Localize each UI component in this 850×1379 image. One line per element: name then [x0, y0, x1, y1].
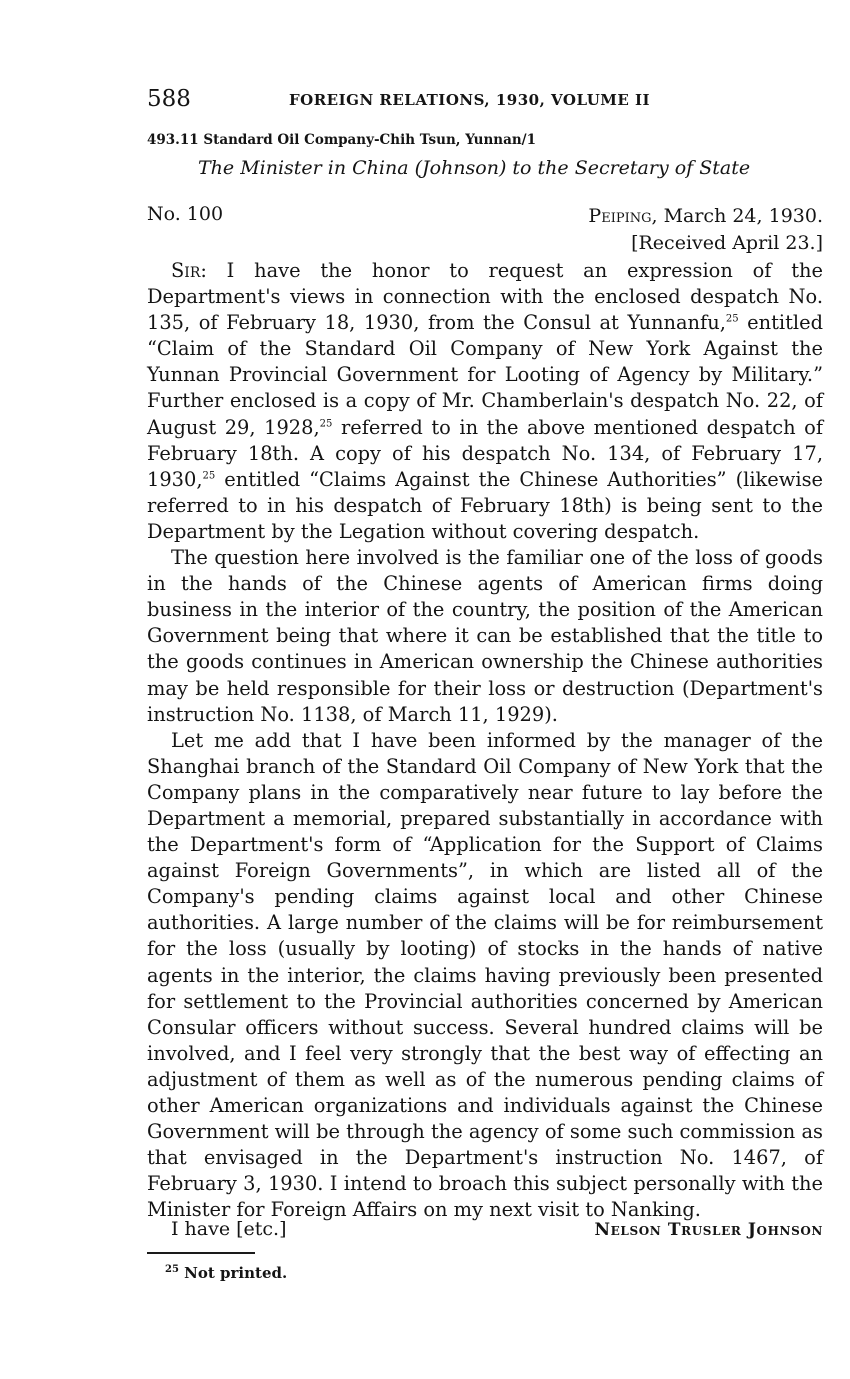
running-head: FOREIGN RELATIONS, 1930, VOLUME II	[289, 91, 651, 109]
footnote-rule	[147, 1252, 255, 1254]
paragraph-1	[147, 258, 823, 545]
dateline	[588, 203, 823, 257]
footnote-ref-2: 25	[319, 418, 333, 430]
paragraph-3: Let me add that I have been informed by the manager of the Shanghai branch of the Standard Oil Company of New York that the Company plans in the comparatively near future to lay before the Department a memorial, prepared substantially in accordance with the Department's form of “Application for the Support of Claims against Foreign Governments”, in which are listed all of the Company's pending claims against local and other Chinese authorities. A large number of the claims will be for reimbursement for the loss (usually by looting) of stocks in the hands of native agents in the interior, the claims having previously been presented for settlement to the Provincial authorities concerned by American Consular officers without success. Several hundred claims will be involved, and I feel very strongly that the best way of effecting an adjustment of them as well as of the numerous pending claims of other American organizations and individuals against the Chinese Government will be through the agency of some such commission as that envisaged in the Department's instruction No. 1467, of February 3, 1930. I intend to broach this subject personally with the Minister for Foreign Affairs on my next visit to Nanking.	[147, 728, 823, 1222]
letter-body	[147, 258, 823, 1223]
footnote-text: Not printed.	[184, 1264, 288, 1282]
footnote-ref-3: 25	[202, 470, 216, 482]
document-title: The Minister in China (Johnson) to the Secretary of State	[198, 157, 751, 179]
received-date: [Received April 23.]	[631, 232, 823, 254]
paragraph-1-text-d: entitled “Claims Against the Chinese Authorities” (likewise referred to in his despatch of February 18th) is being sent to the Department by the Legation without covering despatch.	[147, 467, 823, 543]
document-number: No. 100	[147, 203, 224, 225]
paragraph-2: The question here involved is the familiar one of the loss of goods in the hands of the Chinese agents of American firms doing business in the interior of the country, the position of the American Government being that where it can be established that the title to the goods continues in American ownership the Chinese authorities may be held responsible for their loss or destruction (Department's instruction No. 1138, of March 11, 1929).	[147, 546, 823, 726]
paragraph-1-text-a: I have the honor to request an expression of the Department's views in connection with the enclosed despatch No. 135, of February 18, 1930, from the Consul at Yunnanfu,	[147, 259, 823, 335]
dateline-place: Peiping,	[588, 205, 658, 227]
paragraph-1-text-c: referred to in the above mentioned despatch of February 18th. A copy of his despatch No. 134, of February 17, 1930,	[147, 415, 823, 491]
footnote	[165, 1264, 287, 1282]
complimentary-close: I have [etc.]	[171, 1218, 287, 1240]
page-header	[147, 86, 823, 116]
signature: Nelson Trusler Johnson	[594, 1220, 823, 1240]
paragraph-1-text-b: entitled “Claim of the Standard Oil Company of New York Against the Yunnan Provincial Government for Looting of Agency by Military.” Further enclosed is a copy of Mr. Chamberlain's despatch No. 22, of August 29, 1928,	[147, 311, 823, 439]
dateline-date: March 24, 1930.	[663, 205, 823, 227]
salutation: Sir:	[171, 259, 207, 282]
page-number: 588	[147, 86, 191, 112]
footnote-marker: 25	[165, 1264, 179, 1275]
footnote-ref-1: 25	[725, 313, 739, 325]
file-reference: 493.11 Standard Oil Company-Chih Tsun, Yunnan/1	[147, 132, 536, 148]
